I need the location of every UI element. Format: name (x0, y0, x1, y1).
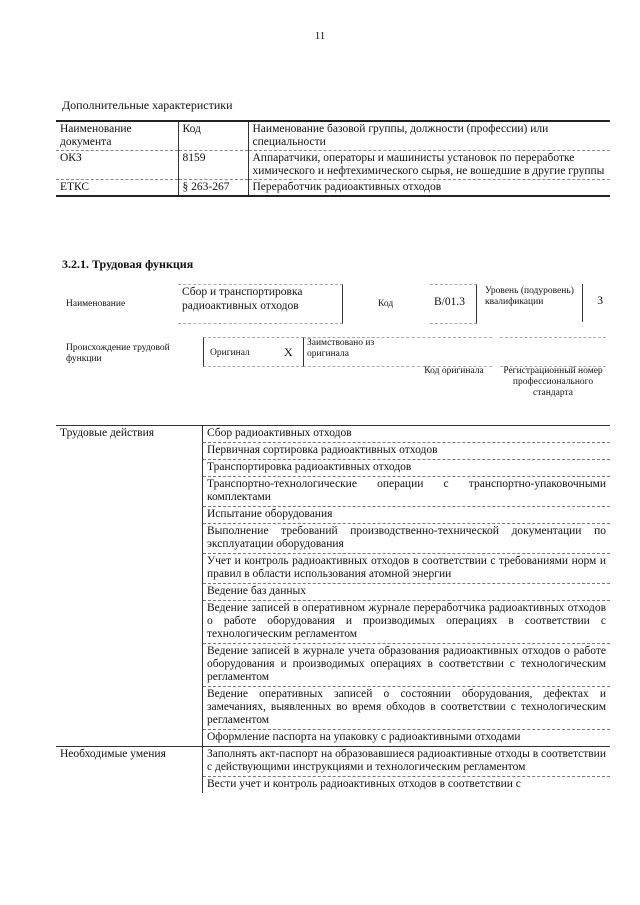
list-item: Ведение оперативных записей о состоянии оборудования, дефектах и замечаниях, выявленных во время обходов в соответствии с технологическим регламентом (203, 687, 611, 730)
list-item: Транспортировка радиоактивных отходов (203, 460, 611, 477)
header-doc-name: Наименование документа (56, 121, 178, 151)
level-label: Уровень (подуровень) квалификации (485, 286, 574, 307)
list-item: Ведение баз данных (203, 584, 611, 601)
section-title: 3.2.1. Трудовая функция (62, 257, 194, 271)
list-item: Заполнять акт-паспорт на образовавшиеся радиоактивные отходы в соответствии с действующими инструкциями и технологическим регламентом (203, 747, 611, 777)
additional-characteristics-table (56, 120, 610, 197)
origin-borrowed: Заимствовано из оригинала (303, 337, 409, 367)
header-code: Код (178, 121, 248, 151)
origin-code-box (412, 337, 492, 367)
list-item: Транспортно-технологические операции с транспортно-упаковочными комплектами (203, 477, 611, 507)
list-item: Оформление паспорта на упаковку с радиоактивными отходами (203, 730, 611, 747)
level-value: 3 (582, 284, 603, 322)
additional-characteristics-title: Дополнительные характеристики (62, 98, 233, 112)
origin-reg-label: Регистрационный номер профессионального стандарта (503, 366, 603, 398)
table-row (56, 747, 610, 777)
cell-doc: ОКЗ (56, 151, 178, 180)
cell-name: Переработчик радиоактивных отходов (248, 180, 610, 197)
cell-name: Аппаратчики, операторы и машинисты установок по переработке химического и нефтехимического сырья, не вошедшие в другие группы (252, 152, 605, 177)
table-row (56, 151, 610, 180)
list-item: Ведение записей в журнале учета образования радиоактивных отходов о работе оборудования и производимых операциях в соответствии с технологическим регламентом (203, 644, 611, 687)
origin-reg-box (500, 337, 606, 367)
list-item: Первичная сортировка радиоактивных отходов (203, 443, 611, 460)
list-item: Испытание оборудования (203, 507, 611, 524)
table-row (56, 180, 610, 197)
list-item: Ведение записей в оперативном журнале переработчика радиоактивных отходов о работе оборудования и производимых операциях в соответствии с технологическим регламентом (203, 601, 611, 644)
group-title-actions: Трудовые действия (56, 426, 203, 747)
code-label: Код (378, 299, 394, 309)
cell-code: 8159 (178, 151, 248, 180)
list-item: Сбор радиоактивных отходов (203, 426, 611, 443)
function-code: B/01.3 (430, 284, 477, 324)
table-header-row (56, 121, 610, 151)
labor-functions-table (56, 425, 610, 793)
origin-mark: X (284, 345, 293, 359)
origin-label: Происхождение трудовой функции (66, 343, 170, 364)
name-label: Наименование (66, 299, 126, 309)
cell-doc: ЕТКС (56, 180, 178, 197)
page-number: 11 (314, 30, 326, 42)
header-group-name: Наименование базовой группы, должности (профессии) или специальности (248, 121, 610, 151)
cell-code: § 263-267 (178, 180, 248, 197)
group-title-skills: Необходимые умения (56, 747, 203, 794)
list-item: Выполнение требований производственно-технической документации по эксплуатации оборудования (203, 524, 611, 554)
list-item: Учет и контроль радиоактивных отходов в соответствии с требованиями норм и правил в области использования атомной энергии (203, 554, 611, 584)
origin-code-label: Код оригинала (424, 366, 484, 376)
origin-original: Оригинал (210, 348, 250, 358)
table-row (56, 426, 610, 443)
function-name: Сбор и транспортировка радиоактивных отходов (178, 284, 343, 324)
list-item: Вести учет и контроль радиоактивных отходов в соответствии с (207, 778, 521, 790)
